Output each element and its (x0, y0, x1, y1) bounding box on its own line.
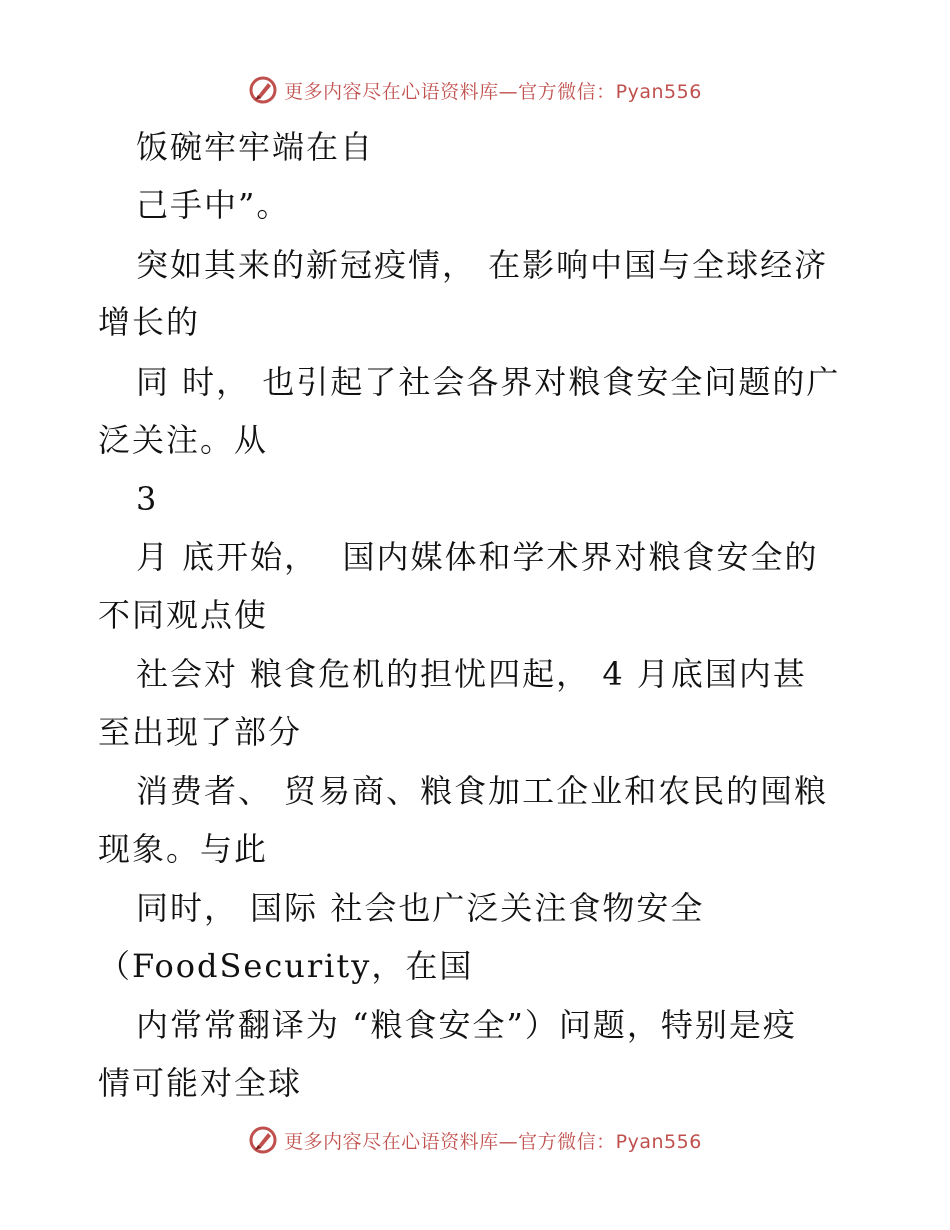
header-watermark (0, 72, 950, 108)
text-line: 现象。与此 (98, 830, 269, 868)
text-line: 己手中”。 (136, 186, 291, 224)
text-line: 泛关注。从 (98, 421, 269, 459)
watermark-text: 更多内容尽在心语资料库—官方微信：Pyan556 (284, 80, 702, 103)
footer-watermark (0, 1122, 950, 1158)
text-line: 社会对 粮食危机的担忧四起， 4 月底国内甚 (136, 655, 807, 693)
text-line: 增长的 (98, 303, 201, 341)
text-line: 同时， 国际 社会也广泛关注食物安全 (136, 889, 705, 927)
text-line: 不同观点使 (98, 596, 269, 634)
text-line: 情可能对全球 (98, 1064, 303, 1102)
text-line: 突如其来的新冠疫情， 在影响中国与全球经济 (136, 246, 829, 284)
text-line: 内常常翻译为 “粮食安全”）问题，特别是疫 (136, 1006, 797, 1044)
text-line: 3 (136, 480, 159, 518)
pen-circle-logo-icon (248, 75, 278, 105)
watermark-text: 更多内容尽在心语资料库—官方微信：Pyan556 (284, 1130, 702, 1153)
text-line: 至出现了部分 (98, 713, 303, 751)
text-line: 月 底开始， 国内媒体和学术界对粮食安全的 (136, 538, 819, 576)
text-line: （FoodSecurity，在国 (98, 947, 474, 985)
text-line: 消费者、 贸易商、粮食加工企业和农民的囤粮 (136, 772, 829, 810)
pen-circle-logo-icon (248, 1125, 278, 1155)
text-line: 饭碗牢牢端在自 (136, 128, 375, 166)
text-line: 同 时， 也引起了社会各界对粮食安全问题的广 (136, 363, 841, 401)
